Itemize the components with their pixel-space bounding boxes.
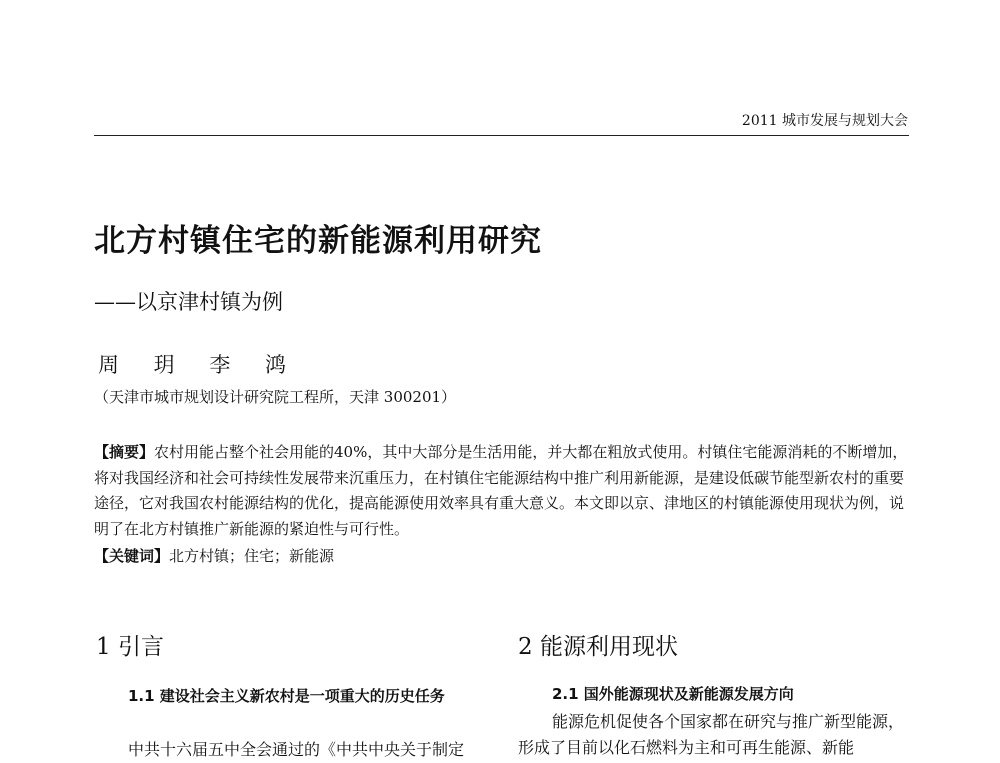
section-2-text: 能源危机促使各个国家都在研究与推广新型能源，形成了目前以化石燃料为主和可再生能源、新能 <box>518 712 905 757</box>
keywords <box>94 545 912 566</box>
paper-authors: 周 玥 李 鸿 <box>98 353 301 377</box>
subsection-heading-2-1: 2.1 国外能源现状及新能源发展方向 <box>552 685 794 703</box>
header-rule <box>94 135 909 136</box>
paper-subtitle: ——以京津村镇为例 <box>94 290 283 314</box>
section-1-text: 中共十六届五中全会通过的《中共中央关于制定 <box>128 740 465 759</box>
keywords-label: 【关键词】 <box>94 547 170 565</box>
abstract-label: 【摘要】 <box>94 443 155 461</box>
section-heading-intro: 1 引言 <box>96 634 164 660</box>
section-heading-energy-status: 2 能源利用现状 <box>518 634 678 660</box>
running-header: 2011 城市发展与规划大会 <box>741 113 908 129</box>
abstract <box>94 440 912 542</box>
author-affiliation: （天津市城市规划设计研究院工程所，天津 300201） <box>94 388 457 406</box>
abstract-text: 农村用能占整个社会用能的40%，其中大部分是生活用能，并大都在粗放式使用。村镇住宅能源消耗的不断增加，将对我国经济和社会可持续性发展带来沉重压力，在村镇住宅能源结构中推广利用新能源，是建设低碳节能型新农村的重要途径，它对我国农村能源结构的优化，提高能源使用效率具有重大意义。本文即以京、津地区的村镇能源使用现状为例，说明了在北方村镇推广新能源的紧迫性与可行性。 <box>94 443 908 538</box>
subsection-heading-1-1: 1.1 建设社会主义新农村是一项重大的历史任务 <box>128 687 445 705</box>
paper-title: 北方村镇住宅的新能源利用研究 <box>94 223 542 259</box>
keywords-text: 北方村镇；住宅；新能源 <box>169 547 335 565</box>
